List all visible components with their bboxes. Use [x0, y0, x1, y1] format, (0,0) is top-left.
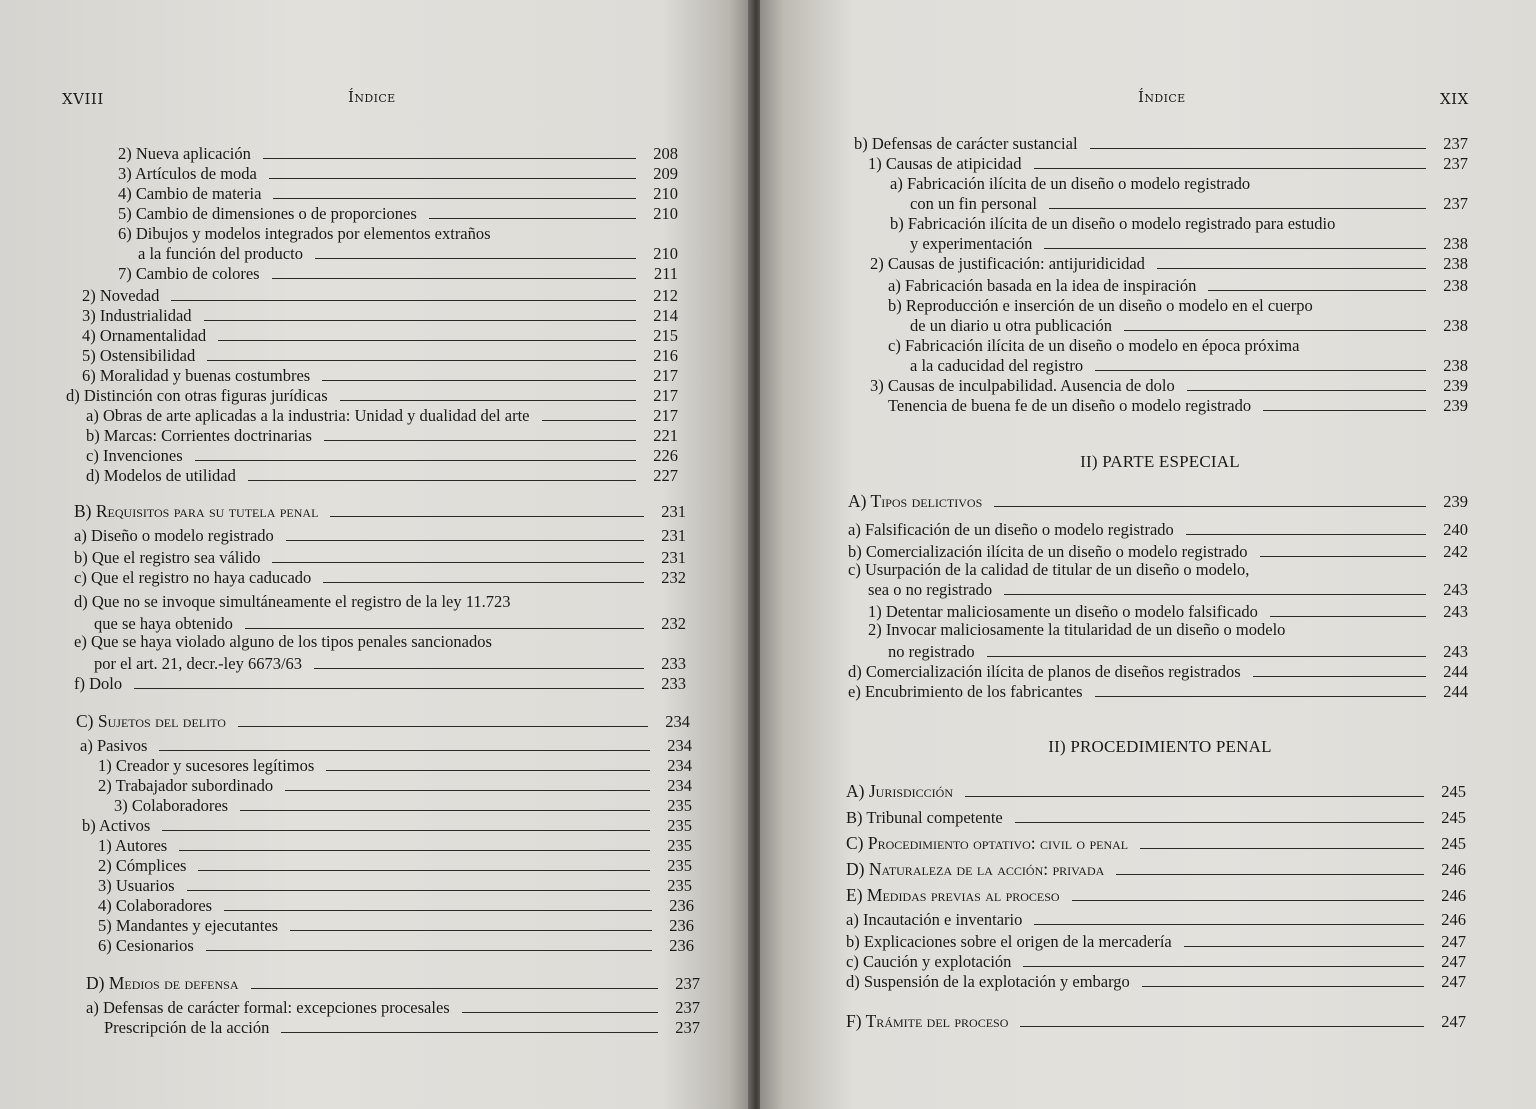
toc-entry — [82, 344, 678, 365]
toc-leader-line — [1187, 390, 1426, 391]
toc-entry-title: b) Marcas: Corrientes doctrinarias — [86, 426, 312, 445]
part-especial-heading: II) PARTE ESPECIAL — [1080, 452, 1240, 471]
toc-page-number: 217 — [653, 366, 678, 385]
toc-leader-line — [286, 540, 644, 541]
toc-section-entry — [846, 1010, 1466, 1031]
toc-entry — [74, 546, 686, 567]
toc-leader-line — [340, 400, 636, 401]
toc-entry-title: 2) Invocar maliciosamente la titularidad de un diseño o modelo — [868, 620, 1286, 639]
toc-leader-line — [1034, 168, 1427, 169]
toc-entry-title: 3) Industrialidad — [82, 306, 192, 325]
toc-page-number: 244 — [1443, 662, 1468, 681]
toc-entry — [888, 334, 1299, 355]
toc-leader-line — [290, 930, 652, 931]
toc-entry-title: Prescripción de la acción — [104, 1018, 270, 1037]
toc-entry — [94, 652, 686, 673]
toc-page-number: 243 — [1443, 602, 1468, 621]
toc-entry-title: con un fin personal — [910, 194, 1037, 213]
toc-entry-title: d) Suspensión de la explotación y embargo — [846, 972, 1130, 991]
toc-entry — [118, 222, 491, 243]
toc-page-number: 210 — [653, 204, 678, 223]
toc-page-number: 247 — [1441, 952, 1466, 971]
toc-section-entry — [74, 500, 686, 521]
toc-entry — [910, 354, 1468, 375]
toc-leader-line — [1263, 410, 1426, 411]
toc-page-number: 232 — [661, 614, 686, 633]
toc-leader-line — [272, 562, 644, 563]
toc-page-number: 210 — [653, 184, 678, 203]
toc-entry — [848, 518, 1468, 539]
toc-entry-title: C) Procedimiento optativo: civil o penal — [846, 833, 1129, 853]
toc-leader-line — [1253, 676, 1426, 677]
toc-page-number: 215 — [653, 326, 678, 345]
toc-leader-line — [1142, 986, 1424, 987]
toc-entry-title: a) Fabricación basada en la idea de inspiración — [888, 276, 1197, 295]
toc-entry — [118, 262, 678, 283]
toc-page-number: 211 — [653, 264, 678, 283]
toc-entry-title: B) Requisitos para su tutela penal — [74, 501, 319, 521]
toc-page-number: 237 — [1443, 134, 1468, 153]
toc-entry — [118, 162, 678, 183]
toc-leader-line — [1116, 874, 1424, 875]
toc-entry — [848, 660, 1468, 681]
toc-section-entry — [76, 710, 690, 731]
toc-entry-title: 6) Moralidad y buenas costumbres — [82, 366, 311, 385]
toc-leader-line — [263, 158, 636, 159]
toc-entry-title: b) Comercialización ilícita de un diseño o modelo registrado — [848, 542, 1248, 561]
toc-page-number: 238 — [1443, 356, 1468, 375]
toc-page-number: 246 — [1441, 860, 1466, 879]
toc-leader-line — [281, 1032, 658, 1033]
toc-entry — [82, 364, 678, 385]
toc-leader-line — [195, 460, 636, 461]
toc-entry — [868, 578, 1468, 599]
toc-leader-line — [994, 506, 1426, 507]
toc-entry-title: f) Dolo — [74, 674, 123, 693]
left-page — [0, 0, 752, 1109]
toc-entry — [86, 996, 700, 1017]
toc-entry — [86, 404, 678, 425]
toc-leader-line — [1020, 1026, 1424, 1027]
toc-entry — [848, 558, 1249, 579]
toc-entry-title: b) Defensas de carácter sustancial — [854, 134, 1078, 153]
toc-entry-title: a) Fabricación ilícita de un diseño o modelo registrado — [890, 174, 1251, 193]
toc-page-number: 227 — [653, 466, 678, 485]
toc-page-number: 236 — [669, 896, 694, 915]
toc-page-number: 237 — [675, 1018, 700, 1037]
toc-page-number: 217 — [653, 406, 678, 425]
toc-page-number: 210 — [653, 244, 678, 263]
toc-page-number: 237 — [675, 998, 700, 1017]
toc-section-entry — [848, 490, 1468, 511]
toc-entry-title: y experimentación — [910, 234, 1033, 253]
toc-leader-line — [251, 988, 659, 989]
toc-page-number: 242 — [1443, 542, 1468, 561]
toc-page-number: 214 — [653, 306, 678, 325]
toc-entry-title: que se haya obtenido — [94, 614, 233, 633]
toc-leader-line — [1095, 696, 1426, 697]
toc-entry — [74, 672, 686, 693]
toc-entry — [80, 734, 692, 755]
toc-entry-title: c) Fabricación ilícita de un diseño o modelo en época próxima — [888, 336, 1300, 355]
toc-entry-title: sea o no registrado — [868, 580, 993, 599]
toc-page-number: 243 — [1443, 580, 1468, 599]
toc-entry-title: b) Fabricación ilícita de un diseño o modelo registrado para estudio — [890, 214, 1336, 233]
toc-entry-title: e) Que se haya violado alguno de los tipos penales sancionados — [74, 632, 492, 651]
toc-leader-line — [1044, 248, 1426, 249]
toc-entry — [890, 212, 1335, 233]
toc-entry — [86, 464, 678, 485]
toc-leader-line — [1140, 848, 1424, 849]
toc-page-number: 247 — [1441, 972, 1466, 991]
toc-leader-line — [218, 340, 636, 341]
toc-entry — [848, 680, 1468, 701]
toc-entry — [82, 324, 678, 345]
toc-entry — [846, 950, 1466, 971]
toc-leader-line — [1184, 946, 1424, 947]
toc-page-number: 234 — [667, 776, 692, 795]
toc-leader-line — [1260, 556, 1426, 557]
toc-leader-line — [1072, 900, 1424, 901]
toc-entry-title: F) Trámite del proceso — [846, 1011, 1009, 1031]
toc-entry-title: a) Obras de arte aplicadas a la industria: Unidad y dualidad del arte — [86, 406, 530, 425]
toc-entry-title: 6) Dibujos y modelos integrados por elementos extraños — [118, 224, 491, 243]
toc-entry — [74, 590, 511, 611]
toc-leader-line — [198, 870, 650, 871]
toc-page-number: 235 — [667, 876, 692, 895]
toc-entry — [846, 908, 1466, 929]
toc-leader-line — [326, 770, 650, 771]
toc-leader-line — [171, 300, 636, 301]
toc-entry — [888, 274, 1468, 295]
toc-leader-line — [314, 668, 644, 669]
toc-entry — [138, 242, 678, 263]
toc-entry-title: a) Defensas de carácter formal: excepciones procesales — [86, 998, 450, 1017]
toc-leader-line — [1208, 290, 1426, 291]
toc-entry-title: E) Medidas previas al proceso — [846, 885, 1060, 905]
toc-entry-title: c) Usurpación de la calidad de titular de un diseño o modelo, — [848, 560, 1250, 579]
toc-entry — [74, 566, 686, 587]
toc-entry — [118, 202, 678, 223]
toc-leader-line — [206, 950, 652, 951]
toc-entry — [910, 232, 1468, 253]
toc-page-number: 245 — [1441, 782, 1466, 801]
toc-entry-title: a la caducidad del registro — [910, 356, 1084, 375]
toc-page-number: 239 — [1443, 376, 1468, 395]
toc-leader-line — [987, 656, 1426, 657]
toc-leader-line — [285, 790, 650, 791]
toc-entry — [118, 142, 678, 163]
toc-leader-line — [322, 380, 636, 381]
toc-entry — [910, 192, 1468, 213]
toc-entry-title: c) Invenciones — [86, 446, 183, 465]
toc-page-number: 247 — [1441, 932, 1466, 951]
toc-leader-line — [273, 198, 636, 199]
toc-entry-title: 5) Cambio de dimensiones o de proporciones — [118, 204, 417, 223]
toc-section-entry — [86, 972, 700, 993]
toc-leader-line — [238, 726, 648, 727]
toc-entry-title: 2) Cómplices — [98, 856, 187, 875]
toc-entry-title: c) Caución y explotación — [846, 952, 1012, 971]
procedimiento-penal-heading: II) PROCEDIMIENTO PENAL — [1048, 737, 1272, 756]
toc-page-number: 244 — [1443, 682, 1468, 701]
toc-entry-title: e) Encubrimiento de los fabricantes — [848, 682, 1083, 701]
toc-entry-title: 2) Trabajador subordinado — [98, 776, 274, 795]
toc-entry — [98, 894, 694, 915]
toc-page-number: 236 — [669, 916, 694, 935]
toc-leader-line — [1023, 966, 1424, 967]
toc-page-number: 216 — [653, 346, 678, 365]
toc-page-number: 232 — [661, 568, 686, 587]
toc-leader-line — [272, 278, 636, 279]
toc-leader-line — [159, 750, 650, 751]
toc-entry — [888, 394, 1468, 415]
toc-entry-title: de un diario u otra publicación — [910, 316, 1113, 335]
toc-entry — [74, 524, 686, 545]
toc-entry — [846, 970, 1466, 991]
toc-page-number: 237 — [1443, 194, 1468, 213]
toc-entry-title: d) Comercialización ilícita de planos de diseños registrados — [848, 662, 1241, 681]
right-page — [760, 0, 1536, 1109]
toc-section-entry — [846, 884, 1466, 905]
toc-section-entry — [846, 858, 1466, 879]
toc-entry-title: 1) Causas de atipicidad — [868, 154, 1022, 173]
toc-page-number: 238 — [1443, 234, 1468, 253]
toc-entry-title: 6) Cesionarios — [98, 936, 194, 955]
toc-section-entry — [846, 832, 1466, 853]
toc-leader-line — [965, 796, 1424, 797]
toc-entry — [98, 754, 692, 775]
toc-page-number: 239 — [1443, 492, 1468, 511]
toc-entry-title: b) Activos — [82, 816, 151, 835]
toc-page-number: 246 — [1441, 886, 1466, 905]
toc-entry — [66, 384, 678, 405]
toc-entry — [846, 930, 1466, 951]
toc-entry — [910, 314, 1468, 335]
toc-page-number: 231 — [661, 526, 686, 545]
toc-page-number: 247 — [1441, 1012, 1466, 1031]
toc-entry-title: 2) Causas de justificación: antijuridicidad — [870, 254, 1145, 273]
toc-page-number: 231 — [661, 502, 686, 521]
toc-entry — [870, 374, 1468, 395]
toc-entry-title: 3) Causas de inculpabilidad. Ausencia de dolo — [870, 376, 1175, 395]
toc-entry-title: 2) Nueva aplicación — [118, 144, 251, 163]
toc-entry-title: A) Tipos delictivos — [848, 491, 983, 511]
toc-entry-title: 7) Cambio de colores — [118, 264, 260, 283]
toc-leader-line — [162, 830, 650, 831]
toc-leader-line — [1004, 594, 1426, 595]
toc-entry-title: no registrado — [888, 642, 975, 661]
toc-leader-line — [248, 480, 636, 481]
toc-entry-title: D) Medios de defensa — [86, 973, 239, 993]
toc-page-number: 212 — [653, 286, 678, 305]
toc-entry — [98, 934, 694, 955]
toc-page-number: 237 — [675, 974, 700, 993]
toc-entry — [98, 914, 694, 935]
toc-entry — [868, 618, 1285, 639]
toc-entry-title: 5) Ostensibilidad — [82, 346, 196, 365]
toc-entry — [870, 252, 1468, 273]
toc-page-number: 209 — [653, 164, 678, 183]
toc-leader-line — [542, 420, 637, 421]
toc-leader-line — [1124, 330, 1426, 331]
toc-page-number: 233 — [661, 674, 686, 693]
toc-entry — [114, 794, 692, 815]
right-folio: XIX — [1440, 90, 1469, 108]
toc-page-number: 245 — [1441, 808, 1466, 827]
toc-entry-title: 1) Creador y sucesores legítimos — [98, 756, 315, 775]
toc-entry-title: 3) Colaboradores — [114, 796, 229, 815]
toc-leader-line — [207, 360, 636, 361]
toc-entry-title: por el art. 21, decr.-ley 6673/63 — [94, 654, 303, 673]
toc-page-number: 238 — [1443, 254, 1468, 273]
toc-leader-line — [134, 688, 644, 689]
toc-entry-title: 1) Detentar maliciosamente un diseño o modelo falsificado — [868, 602, 1258, 621]
toc-entry-title: a) Pasivos — [80, 736, 148, 755]
toc-page-number: 238 — [1443, 316, 1468, 335]
toc-entry-title: C) Sujetos del delito — [76, 711, 226, 731]
toc-entry-title: d) Distinción con otras figuras jurídicas — [66, 386, 328, 405]
toc-leader-line — [1186, 534, 1426, 535]
toc-page-number: 238 — [1443, 276, 1468, 295]
toc-entry — [86, 444, 678, 465]
toc-entry-title: D) Naturaleza de la acción: privada — [846, 859, 1105, 879]
toc-entry — [854, 132, 1468, 153]
toc-page-number: 246 — [1441, 910, 1466, 929]
toc-entry-title: b) Reproducción e inserción de un diseño o modelo en el cuerpo — [888, 296, 1313, 315]
toc-entry-title: 4) Cambio de materia — [118, 184, 262, 203]
toc-leader-line — [1049, 208, 1426, 209]
toc-entry-title: 1) Autores — [98, 836, 168, 855]
toc-entry-title: d) Modelos de utilidad — [86, 466, 236, 485]
toc-page-number: 243 — [1443, 642, 1468, 661]
toc-page-number: 237 — [1443, 154, 1468, 173]
toc-page-number: 235 — [667, 856, 692, 875]
toc-page-number: 239 — [1443, 396, 1468, 415]
toc-entry-title: 4) Ornamentalidad — [82, 326, 207, 345]
toc-entry-title: b) Que el registro sea válido — [74, 548, 261, 567]
toc-entry-title: B) Tribunal competente — [846, 808, 1003, 827]
toc-leader-line — [269, 178, 636, 179]
toc-entry — [98, 834, 692, 855]
toc-entry — [888, 640, 1468, 661]
toc-entry-title: 4) Colaboradores — [98, 896, 213, 915]
toc-leader-line — [330, 516, 644, 517]
toc-page-number: 235 — [667, 836, 692, 855]
toc-entry-title: a) Falsificación de un diseño o modelo registrado — [848, 520, 1174, 539]
toc-entry — [888, 294, 1313, 315]
right-running-head: Índice — [1138, 88, 1186, 106]
toc-leader-line — [240, 810, 650, 811]
toc-leader-line — [1270, 616, 1426, 617]
toc-leader-line — [1015, 822, 1424, 823]
toc-entry-title: 2) Novedad — [82, 286, 160, 305]
toc-leader-line — [1034, 924, 1424, 925]
toc-entry — [82, 284, 678, 305]
toc-entry-title: 3) Artículos de moda — [118, 164, 257, 183]
toc-leader-line — [245, 628, 644, 629]
toc-page-number: 231 — [661, 548, 686, 567]
toc-page-number: 217 — [653, 386, 678, 405]
toc-leader-line — [1157, 268, 1426, 269]
toc-leader-line — [429, 218, 636, 219]
toc-page-number: 234 — [667, 756, 692, 775]
toc-leader-line — [1095, 370, 1426, 371]
toc-leader-line — [324, 440, 636, 441]
toc-leader-line — [1090, 148, 1426, 149]
left-running-head: Índice — [348, 88, 396, 106]
toc-entry — [118, 182, 678, 203]
toc-entry — [82, 304, 678, 325]
toc-entry-title: 3) Usuarios — [98, 876, 175, 895]
toc-leader-line — [179, 850, 650, 851]
toc-entry — [890, 172, 1250, 193]
toc-entry — [98, 874, 692, 895]
toc-leader-line — [462, 1012, 658, 1013]
toc-entry-title: Tenencia de buena fe de un diseño o modelo registrado — [888, 396, 1252, 415]
toc-entry — [104, 1016, 700, 1037]
toc-leader-line — [323, 582, 644, 583]
toc-page-number: 226 — [653, 446, 678, 465]
toc-entry — [74, 630, 492, 651]
toc-entry — [86, 424, 678, 445]
toc-page-number: 240 — [1443, 520, 1468, 539]
toc-entry-title: c) Que el registro no haya caducado — [74, 568, 312, 587]
toc-page-number: 233 — [661, 654, 686, 673]
toc-entry — [98, 854, 692, 875]
toc-entry-title: a) Diseño o modelo registrado — [74, 526, 274, 545]
toc-entry — [846, 806, 1466, 827]
toc-entry — [98, 774, 692, 795]
toc-entry — [82, 814, 692, 835]
toc-leader-line — [315, 258, 636, 259]
toc-page-number: 235 — [667, 816, 692, 835]
toc-page-number: 235 — [667, 796, 692, 815]
toc-page-number: 236 — [669, 936, 694, 955]
toc-page-number: 245 — [1441, 834, 1466, 853]
toc-entry-title: 5) Mandantes y ejecutantes — [98, 916, 279, 935]
toc-entry-title: a) Incautación e inventario — [846, 910, 1023, 929]
toc-section-entry — [846, 780, 1466, 801]
toc-page-number: 234 — [667, 736, 692, 755]
toc-leader-line — [224, 910, 652, 911]
toc-page-number: 221 — [653, 426, 678, 445]
toc-page-number: 234 — [665, 712, 690, 731]
toc-entry — [868, 152, 1468, 173]
toc-entry-title: d) Que no se invoque simultáneamente el registro de la ley 11.723 — [74, 592, 511, 611]
toc-entry-title: b) Explicaciones sobre el origen de la mercadería — [846, 932, 1172, 951]
left-folio: XVIII — [62, 90, 104, 108]
toc-entry-title: A) Jurisdicción — [846, 781, 953, 801]
toc-leader-line — [187, 890, 650, 891]
toc-entry-title: a la función del producto — [138, 244, 303, 263]
toc-page-number: 208 — [653, 144, 678, 163]
toc-leader-line — [204, 320, 636, 321]
